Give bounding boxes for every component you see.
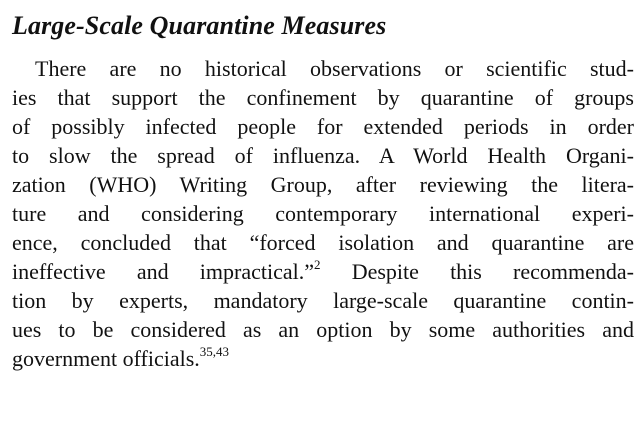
paragraph-line: ues to be considered as an option by some authorities and [12,317,634,342]
quote-end-text: ineffective and impractical.” [12,259,314,284]
paragraph-line: to slow the spread of influenza. A World Health Organi- [12,143,634,168]
paragraph-last-line [12,344,634,373]
paragraph-line-with-citation [12,257,634,286]
paragraph-line: tion by experts, mandatory large-scale quarantine contin- [12,288,634,313]
line-text: Despite this recommenda- [351,259,634,284]
paragraph-line: of possibly infected people for extended periods in order [12,114,634,139]
paragraph-line: There are no historical observations or scientific stud- [35,56,634,81]
citation-superscript: 35,43 [199,343,230,359]
paragraph-line: ies that support the confinement by quarantine of groups [12,85,634,110]
paragraph-line: ence, concluded that “forced isolation and quarantine are [12,230,634,255]
section-heading: Large-Scale Quarantine Measures [12,11,387,40]
paragraph-line: ture and considering contemporary international experi- [12,201,634,226]
citation-superscript: 2 [314,256,321,272]
document-section [12,8,634,373]
paragraph-line: zation (WHO) Writing Group, after reviewing the litera- [12,172,634,197]
line-text: government officials. [12,346,200,371]
body-paragraph [12,54,634,373]
